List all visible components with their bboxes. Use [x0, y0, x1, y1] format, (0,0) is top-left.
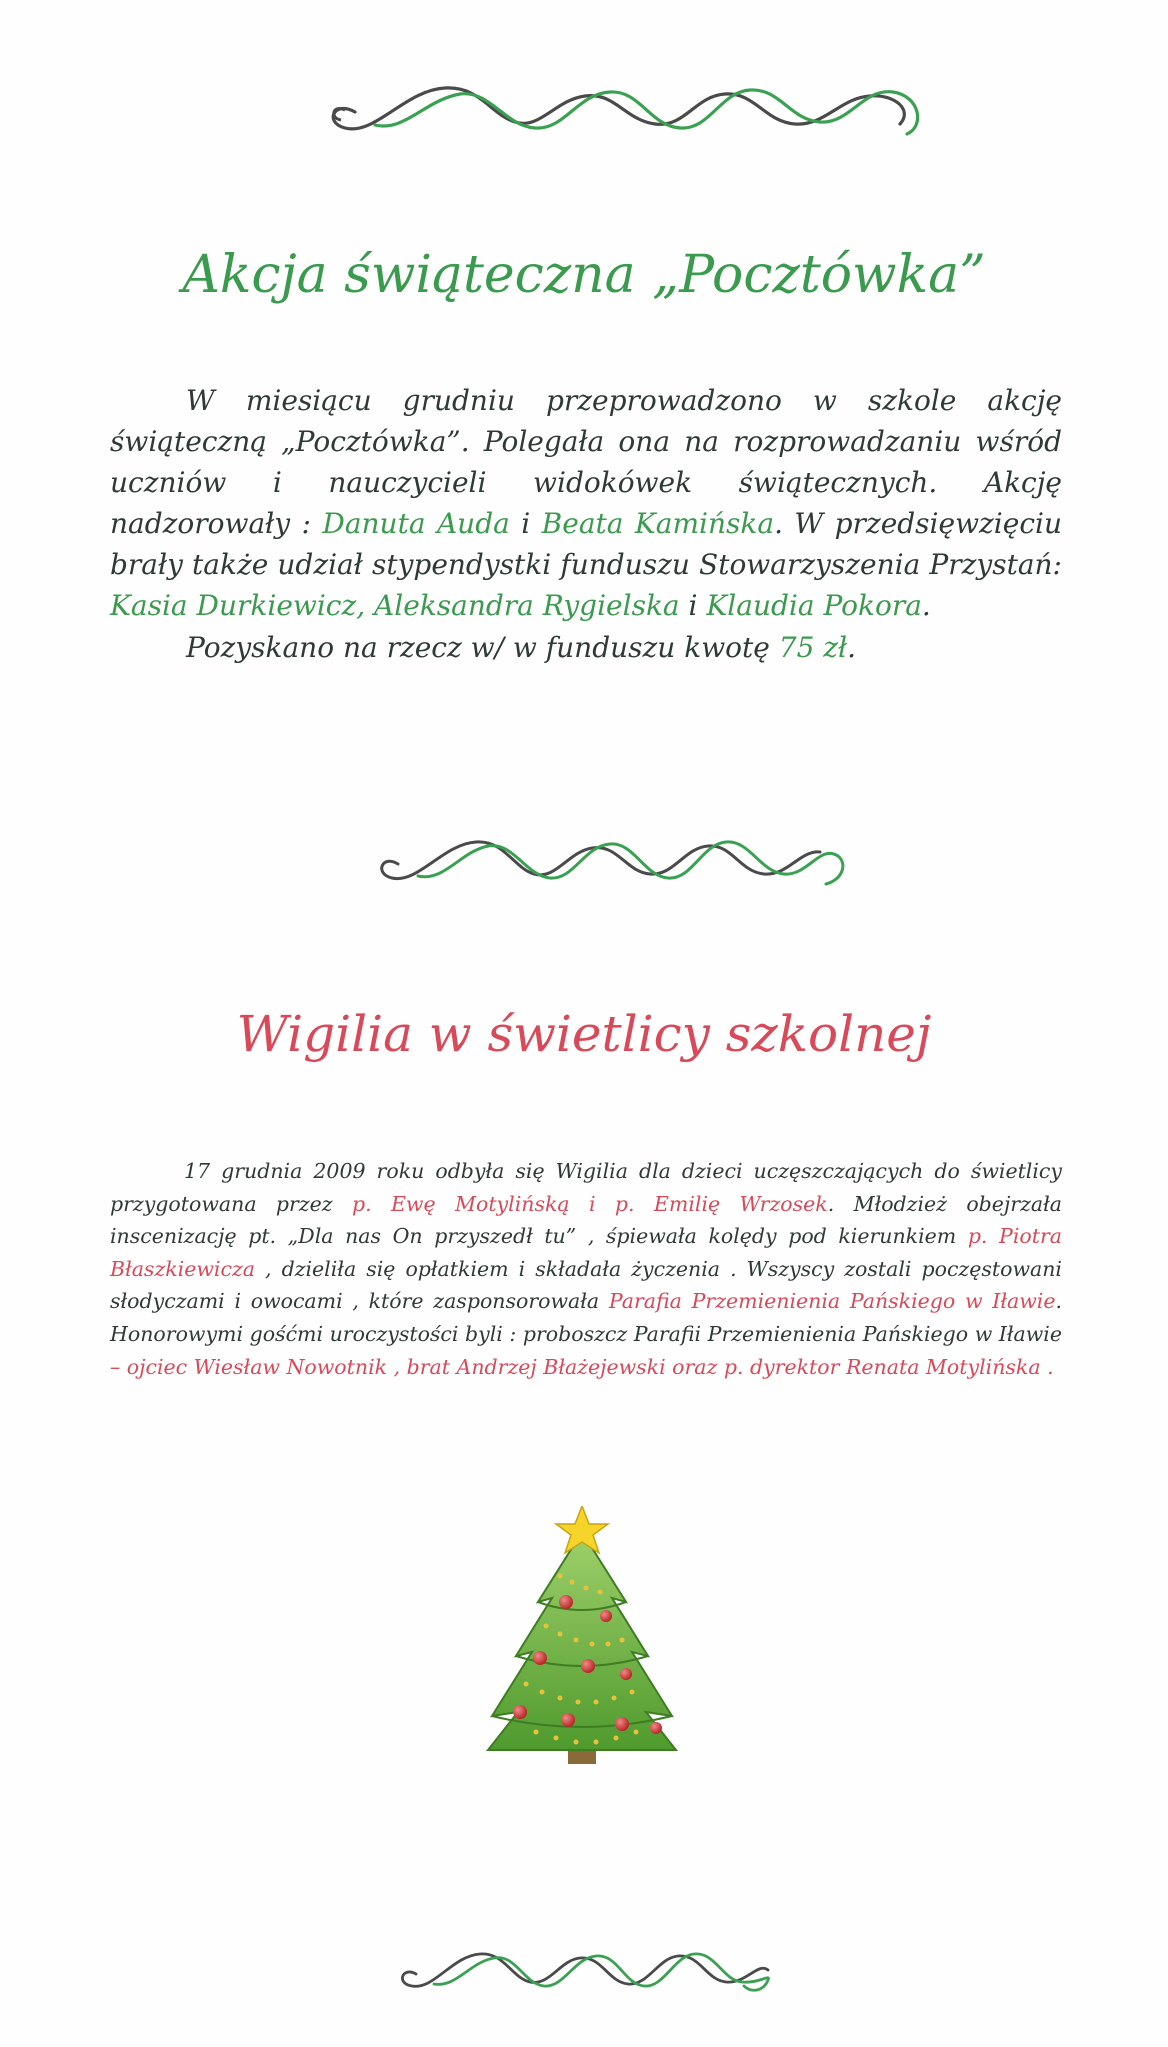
- section1-text-c: .: [921, 589, 931, 622]
- participant-name-last: Klaudia Pokora: [706, 589, 922, 622]
- funds-text-b: .: [847, 631, 857, 664]
- section2-text-4: . Honorowymi gośćmi uroczystości byli : proboszcz Parafii Przemienienia Pańskiego w Iławie: [110, 1289, 1062, 1346]
- section2-paragraph: [110, 1155, 1062, 1383]
- section1-and-2: i: [679, 589, 707, 622]
- section2-text-1: 17 grudnia 2009 roku odbyła się Wigilia dla dzieci uczęszczających do świetlicy przygotowana przez: [110, 1159, 1062, 1216]
- organizer-name-2: Beata Kamińska: [541, 507, 775, 540]
- choir-leader-name: p. Piotra Błaszkiewicza: [110, 1224, 1062, 1281]
- section2-text-2: . Młodzież obejrzała inscenizację pt. „Dla nas On przyszedł tu” , śpiewała kolędy pod kierunkiem: [110, 1191, 1062, 1249]
- flourish-divider-middle: [368, 826, 848, 894]
- organizer-name-1: Danuta Auda: [322, 507, 510, 540]
- christmas-tree-icon: [476, 1506, 688, 1776]
- funds-amount: 75 zł: [778, 631, 848, 664]
- participant-names: Kasia Durkiewicz, Aleksandra Rygielska: [110, 589, 680, 622]
- section1-text-b: . W przedsięwzięciu brały także udział stypendystki funduszu Stowarzyszenia Przystań:: [110, 507, 1062, 581]
- guest-names: – ojciec Wiesław Nowotnik , brat Andrzej Błażejewski oraz p. dyrektor Renata Motylińska .: [110, 1354, 1054, 1379]
- section1-paragraph: [110, 380, 1062, 626]
- organizer-names: p. Ewę Motylińską i p. Emilię Wrzosek: [351, 1191, 828, 1216]
- section2-title: Wigilia w świetlicy szkolnej: [236, 1005, 932, 1063]
- funds-text-a: Pozyskano na rzecz w/ w funduszu kwotę: [186, 631, 779, 664]
- section1-text-a: W miesiącu grudniu przeprowadzono w szkole akcję świąteczną „Pocztówka”. Polegała ona na rozprowadzaniu wśród uczniów i nauczycieli widokówek świątecznych. Akcję nadzorowały :: [110, 384, 1062, 540]
- sponsor-name: Parafia Przemienienia Pańskiego w Iławie: [608, 1289, 1056, 1314]
- section1-and-1: i: [509, 507, 542, 540]
- flourish-divider-top: [315, 70, 927, 150]
- section1-title: Akcja świąteczna „Pocztówka”: [182, 245, 986, 305]
- flourish-divider-bottom: [390, 1940, 778, 2000]
- section2-text-3: , dzieliła się opłatkiem i składała życzenia . Wszyscy zostali poczęstowani słodyczami i owocami , które zasponsorowała: [110, 1256, 1062, 1314]
- funds-paragraph: [186, 627, 1062, 668]
